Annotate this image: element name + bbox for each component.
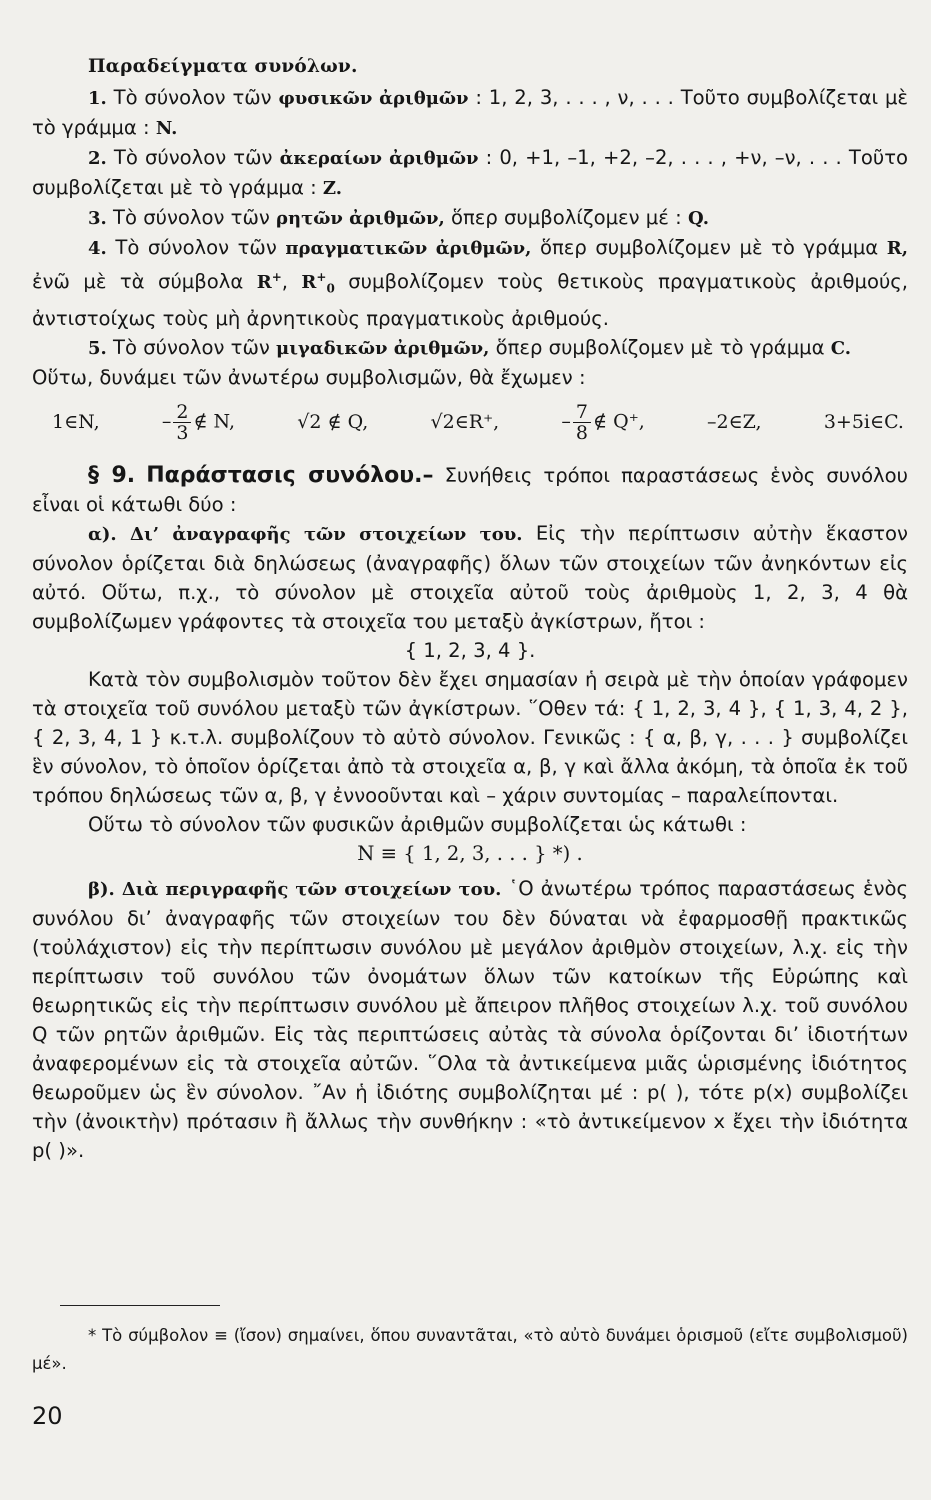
item-integers bbox=[32, 143, 908, 203]
math-expr: 3+5i∈C. bbox=[823, 410, 904, 433]
section-9 bbox=[32, 461, 908, 519]
item-reals: 4. Τὸ σύνολον τῶν πραγματικῶν ἀριθμῶν, ὅπερ συμβολίζομεν μὲ τὸ γράμμα R, ἐνῶ μὲ τὰ σύμβολα R+, $R^+_0$ συμβολίζομεν τοὺς θετικοὺς πραγματικοὺς ἀριθμούς, ἀντιστοίχως τοὺς μὴ ἀρνητικοὺς πραγματικοὺς ἀριθμούς. bbox=[32, 236, 909, 330]
math-expr: – $\frac{7}{8}$ ∉ Q⁺, bbox=[561, 400, 645, 444]
math-expr: √2 ∉ Q, bbox=[297, 410, 369, 433]
footnote: * Τὸ σύμβολον ≡ (ἴσον) σημαίνει, ὅπου συναντᾶται, «τὸ αὐτὸ δυνάμει ὁρισμοῦ (εἴτε συμβολισμοῦ) μέ». bbox=[32, 1326, 908, 1373]
subsection-label: α). Δι’ ἀναγραφῆς τῶν στοιχείων του. bbox=[88, 523, 523, 545]
membership-examples bbox=[52, 402, 904, 443]
section-text: Συνήθεις τρόποι παραστάσεως ἑνὸς συνόλου εἶναι οἱ κάτωθι δύο : bbox=[32, 463, 908, 516]
item-text: συμβολίζομεν τοὺς θετικοὺς πραγματικοὺς ἀριθμούς, ἀντιστοίχως τοὺς μὴ ἀρνητικοὺς πραγματικοὺς ἀριθμούς. bbox=[32, 270, 909, 330]
section-title: Παράστασις συνόλου.– bbox=[146, 462, 434, 488]
item-text: Τὸ σύνολον τῶν bbox=[113, 206, 270, 229]
subsection-text: Εἰς τὴν περίπτωσιν αὐτὴν ἕκαστον σύνολον ὁρίζεται διὰ δηλώσεως (ἀναγραφῆς) ὅλων τῶν στοιχείων τῶν ἀνηκόντων εἰς αὐτό. Οὕτω, π.χ., τὸ σύνολον μὲ στοιχεῖα αὐτοῦ τοὺς ἀριθμοὺς 1, 2, 3, 4 θὰ συμβολίζωμεν γράφοντες τὰ στοιχεῖα του μεταξὺ ἀγκίστρων, ἤτοι : bbox=[32, 521, 908, 633]
paragraph-natural-set: Οὕτω τὸ σύνολον τῶν φυσικῶν ἀριθμῶν συμβολίζεται ὡς κάτωθι : bbox=[88, 812, 747, 836]
subsection-text: ῾Ο ἀνωτέρω τρόπος παραστάσεως ἑνὸς συνόλου δι’ ἀναγραφῆς τῶν στοιχείων του δὲν δύναται νὰ ἐφαρμοσθῇ πρακτικῶς (τοὐλάχιστον) εἰς τὴν περίπτωσιν συνόλου μὲ μεγάλον ἀριθμὸν στοιχείων, λ.χ. εἰς τὴν περίπτωσιν τοῦ συνόλου τῶν ὀνομάτων ὅλων τῶν κατοίκων τῆς Εὐρώπης καὶ θεωρητικῶς εἰς τὴν περίπτωσιν συνόλου μὲ ἄπειρον πλῆθος στοιχείων λ.χ. τοῦ συνόλου Q τῶν ρητῶν ἀριθμῶν. Εἰς τὰς περιπτώσεις αὐτὰς τὰ σύνολα ὁρίζονται δι’ ἰδιοτήτων ἀναφερομένων εἰς τὰ στοιχεῖα αὐτῶν. ῞Ολα τὰ ἀντικείμενα μιᾶς ὡρισμένης ἰδιότητος θεωροῦμεν ὡς ἓν σύνολον. ῎Αν ἡ ἰδιότης συμβολίζηται μέ : p( ), τότε p(x) συμβολίζει τὴν (ἀνοικτὴν) πρότασιν ἢ ἄλλως τὴν συνθήκην : «τὸ ἀντικείμενον x ἔχει τὴν ἰδιότητα p( )». bbox=[32, 876, 909, 1162]
set-example: { 1, 2, 3, 4 }. bbox=[404, 638, 536, 662]
page-number: 20 bbox=[32, 1402, 63, 1430]
item-text: ὅπερ συμβολίζομεν μὲ τὸ γράμμα bbox=[539, 236, 879, 259]
item-text: Τὸ σύνολον τῶν bbox=[113, 86, 272, 109]
page-body bbox=[32, 52, 908, 1165]
consequence-line: Οὕτω, δυνάμει τῶν ἀνωτέρω συμβολισμῶν, θὰ ἔχωμεν : bbox=[32, 365, 586, 389]
item-number: 5. bbox=[88, 337, 107, 359]
set-symbol: Z. bbox=[322, 178, 343, 199]
math-expr: 1∈N, bbox=[52, 410, 100, 433]
item-text: : 0, +1, –1, +2, –2, . . . , +ν, –ν, . . . Τοῦτο συμβολίζεται μὲ τὸ γράμμα : bbox=[32, 146, 908, 199]
item-number: 4. bbox=[88, 238, 107, 259]
item-bold-term: φυσικῶν ἀριθμῶν bbox=[278, 88, 469, 109]
item-number: 1. bbox=[88, 88, 107, 109]
item-number: 2. bbox=[88, 148, 107, 169]
item-bold-term: μιγαδικῶν ἀριθμῶν, bbox=[276, 337, 490, 359]
natural-set-definition: N ≡ { 1, 2, 3, . . . } *) . bbox=[357, 841, 583, 865]
subsection-b bbox=[32, 874, 908, 1165]
item-text: ὅπερ συμβολίζομεν μὲ τὸ γράμμα bbox=[495, 335, 825, 359]
math-expr: √2∈R⁺, bbox=[430, 410, 500, 433]
item-rationals bbox=[32, 203, 908, 233]
item-bold-term: ρητῶν ἀριθμῶν, bbox=[276, 208, 445, 229]
set-symbol: Q. bbox=[687, 208, 709, 229]
subsection-a bbox=[32, 519, 908, 636]
item-text: Τὸ σύνολον τῶν bbox=[115, 236, 277, 259]
item-bold-term: ἀκεραίων ἀριθμῶν bbox=[279, 148, 479, 169]
subsection-label: β). Διὰ περιγραφῆς τῶν στοιχείων του. bbox=[88, 878, 502, 900]
section-number: § 9. bbox=[88, 462, 136, 488]
item-text: Τὸ σύνολον τῶν bbox=[113, 335, 270, 359]
fraction: $\frac{2}{3}$ bbox=[173, 402, 191, 443]
item-text: Τὸ σύνολον τῶν bbox=[113, 146, 273, 169]
paragraph-order: Κατὰ τὸν συμβολισμὸν τοῦτον δὲν ἔχει σημασίαν ἡ σειρὰ μὲ τὴν ὁποίαν γράφομεν τὰ στοιχεῖα τοῦ συνόλου μεταξὺ τῶν ἀγκίστρων. ῞Οθεν τά: { 1, 2, 3, 4 }, { 1, 3, 4, 2 }, { 2, 3, 4, 1 } κ.τ.λ. συμβολίζουν τὸ αὐτὸ σύνολον. Γενικῶς : { α, β, γ, . . . } συμβολίζει ἓν σύνολον, τὸ ὁποῖον ὁρίζεται ἀπὸ τὰ στοιχεῖα α, β, γ καὶ ἄλλα ἀκόμη, τὰ ὁποῖα ἐκ τοῦ τρόπου δηλώσεως τῶν α, β, γ ἐννοοῦνται καὶ – χάριν συντομίας – παραλείπονται. bbox=[32, 667, 908, 807]
item-bold-term: πραγματικῶν ἀριθμῶν, bbox=[285, 238, 532, 259]
examples-heading: Παραδείγματα συνόλων. bbox=[88, 56, 358, 77]
item-complex bbox=[32, 333, 908, 363]
item-text: ὅπερ συμβολίζομεν μέ : bbox=[450, 206, 682, 229]
item-number: 3. bbox=[88, 208, 107, 229]
set-symbol: R, bbox=[886, 238, 909, 259]
fraction: $\frac{7}{8}$ bbox=[573, 402, 591, 443]
set-symbol: C. bbox=[830, 337, 852, 359]
math-expr: –2∈Z, bbox=[707, 410, 762, 433]
math-expr: – $\frac{2}{3}$ ∉ N, bbox=[161, 400, 236, 444]
footnote-divider bbox=[60, 1305, 220, 1306]
set-symbol: N. bbox=[155, 118, 178, 139]
set-symbol-positive-reals: R+ bbox=[256, 270, 282, 293]
set-symbol-nonneg-reals: $R^+_0$ bbox=[301, 270, 335, 296]
item-text: : 1, 2, 3, . . . , ν, . . . Τοῦτο συμβολίζεται μὲ τὸ γράμμα : bbox=[32, 86, 909, 139]
item-natural bbox=[32, 83, 908, 143]
item-text: ἐνῶ μὲ τὰ σύμβολα bbox=[32, 270, 244, 293]
